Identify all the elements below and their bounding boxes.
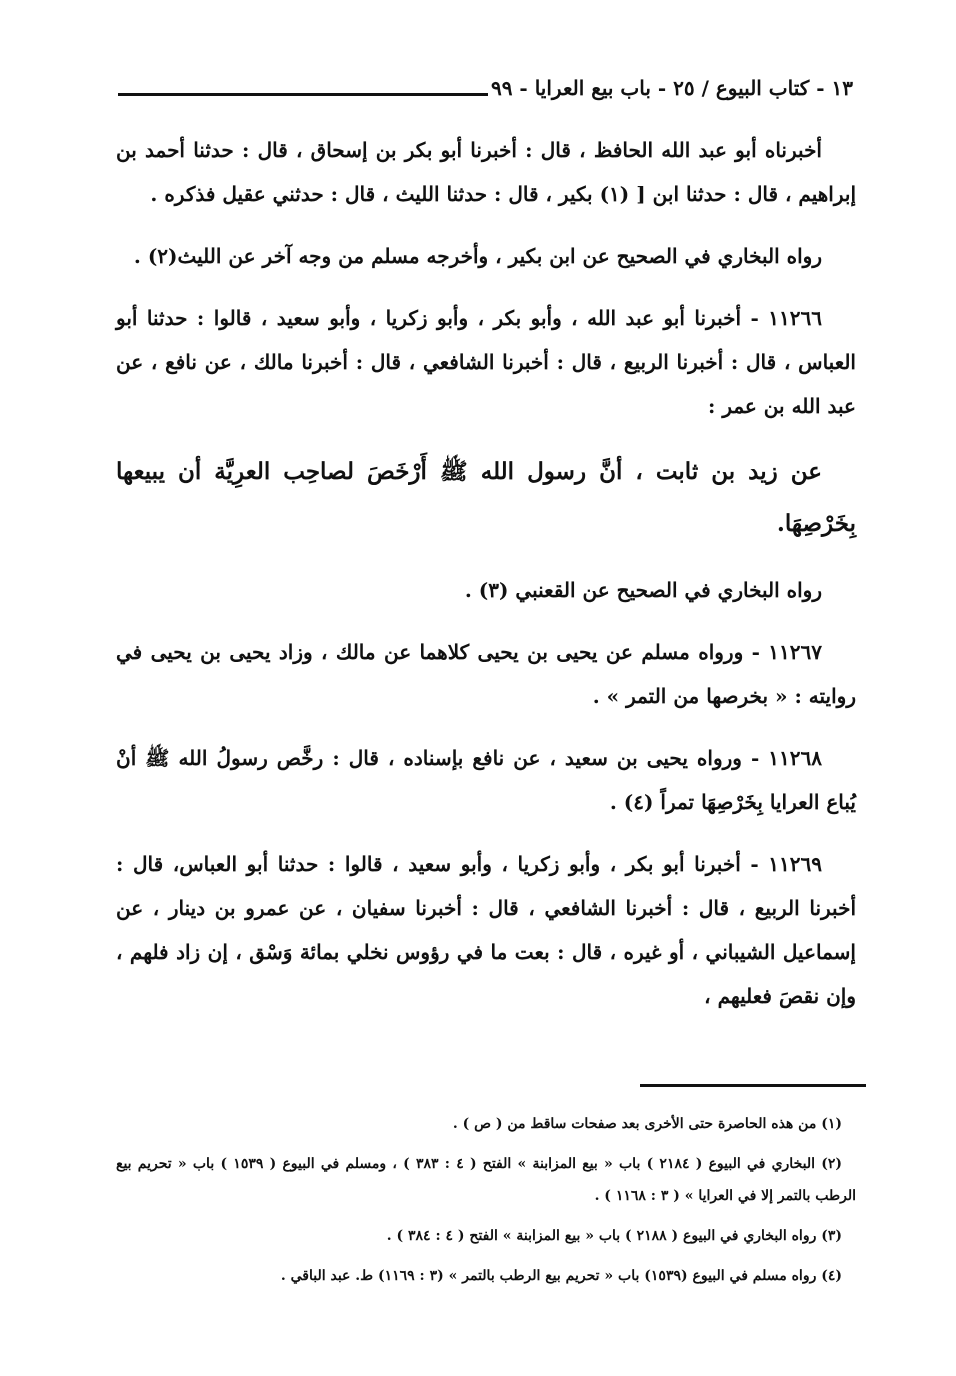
footnote-4: (٤) رواه مسلم في البيوع (١٥٣٩) باب « تحريم بيع الرطب بالتمر » (٣ : ١١٦٩) ط. عبد الباقي . <box>280 1268 842 1284</box>
footnote-separator <box>640 1084 866 1087</box>
footnote-1: (١) من هذه الحاصرة حتى الأخرى بعد صفحات ساقط من ( ص ) . <box>452 1116 842 1132</box>
hadith-11267: ١١٢٦٧ - ورواه مسلم عن يحيى بن يحيى كلاهما عن مالك ، وزاد يحيى بن يحيى في روايته : « بخرصها من التمر » . <box>116 640 856 708</box>
running-title: ١٣ - كتاب البيوع / ٢٥ - باب بيع العرايا - ٩٩ <box>490 76 853 100</box>
running-header <box>118 76 853 116</box>
paragraph-riwaya-1: رواه البخاري في الصحيح عن ابن بكير ، وأخرجه مسلم من وجه آخر عن الليث(٢) . <box>133 244 822 268</box>
hadith-matn-1: عن زيد بن ثابت ، أنَّ رسول الله ﷺ أَرْخَصَ لصاحِب العرِيَّة أن يبيعها بِخَرْصِهَا. <box>116 458 856 537</box>
hadith-11268: ١١٢٦٨ - ورواه يحيى بن سعيد ، عن نافع بإسناده ، قال : رخَّص رسولُ الله ﷺ أنْ يُباع العرايا بِخَرْصِهَا تمراً (٤) . <box>116 746 856 814</box>
header-rule <box>118 93 488 96</box>
paragraph-isnad-1: أخبرناه أبو عبد الله الحافظ ، قال : أخبرنا أبو بكر بن إسحاق ، قال : حدثنا أحمد بن إبراهيم ، قال : حدثنا ابن [ (١) بكير ، قال : حدثنا الليث ، قال : حدثني عقيل فذكره . <box>116 138 856 206</box>
footnotes <box>116 1108 856 1300</box>
hadith-11269: ١١٢٦٩ - أخبرنا أبو بكر ، وأبو زكريا ، وأبو سعيد ، قالوا : حدثنا أبو العباس، قال : أخبرنا الربيع ، قال : أخبرنا الشافعي ، قال : أخبرنا سفيان ، عن عمرو بن دينار ، عن إسماعيل الشيباني ، أو غيره ، قال : بعت ما في رؤوس نخلي بمائة وَسْق ، إن زاد فلهم ، وإن نقصَ فعليهم ، <box>116 852 856 1008</box>
footnote-2: (٢) البخاري في البيوع ( ٢١٨٤ ) باب « بيع المزابنة » الفتح ( ٤ : ٣٨٣ ) ، ومسلم في البيوع ( ١٥٣٩ ) باب « تحريم بيع الرطب بالتمر إلا في العرايا » ( ٣ : ١١٦٨ ) . <box>116 1156 856 1204</box>
main-text <box>116 128 856 1036</box>
hadith-11266: ١١٢٦٦ - أخبرنا أبو عبد الله ، وأبو بكر ، وأبو زكريا ، وأبو سعيد ، قالوا : حدثنا أبو العباس ، قال : أخبرنا الربيع ، قال : أخبرنا الشافعي ، قال : أخبرنا مالك ، عن نافع ، عن عبد الله بن عمر : <box>116 306 856 418</box>
footnote-3: (٣) رواه البخاري في البيوع ( ٢١٨٨ ) باب « بيع المزابنة » الفتح ( ٤ : ٣٨٤ ) . <box>386 1228 842 1244</box>
paragraph-riwaya-2: رواه البخاري في الصحيح عن القعنبي (٣) . <box>464 578 822 602</box>
